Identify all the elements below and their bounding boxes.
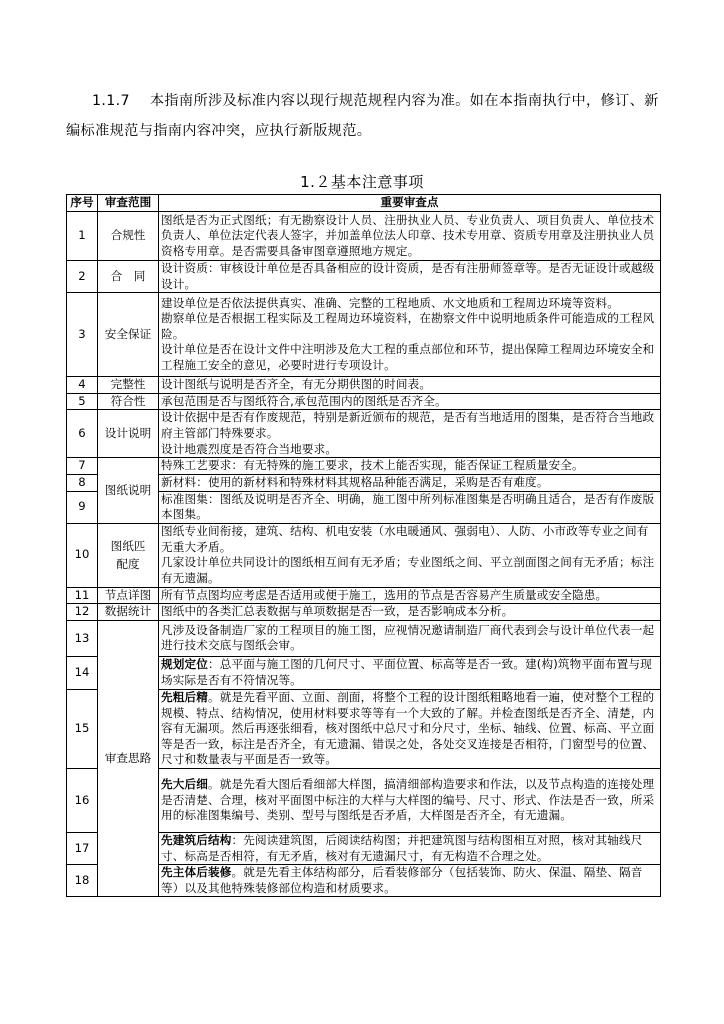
row-scope: 审查思路 [98, 620, 159, 896]
point-text: ：先阅读建筑图，后阅读结构图；并把建筑图与结构图相互对照，核对其轴线尺寸、标高是否相符，有无矛盾，核对有无遗漏尺寸，有无构造不合理之处。 [161, 832, 643, 863]
table-row [67, 377, 661, 394]
table-row [67, 293, 661, 377]
table-row [67, 212, 661, 261]
row-number: 13 [67, 620, 98, 656]
point-lead: 先主体后装修 [161, 865, 232, 880]
row-number: 18 [67, 865, 98, 897]
point-lead: 规划定位 [161, 657, 208, 672]
point-lead: 先粗后精 [161, 689, 208, 704]
row-number: 2 [67, 261, 98, 293]
row-points [159, 689, 661, 768]
row-points: 新材料：使用的新材料和特殊材料其规格品种能否满足，采购是否有难度。 [159, 474, 661, 491]
row-points: 图纸中的各类汇总表数据与单项数据是否一致，是否影响成本分析。 [159, 604, 661, 621]
clause-number: 1.1.7 [92, 93, 130, 109]
row-points: 设计图纸与说明是否齐全，有无分期供图的时间表。 [159, 377, 661, 394]
point-line: 建设单位是否依法提供真实、准确、完整的工程地质、水文地质和工程周边环境等资料。 [161, 295, 620, 310]
row-number: 10 [67, 523, 98, 587]
row-scope: 图纸说明 [98, 458, 159, 523]
table-row [67, 620, 661, 656]
header-scope: 审查范围 [98, 195, 159, 212]
row-number: 7 [67, 458, 98, 475]
row-points [159, 656, 661, 689]
table-row [67, 261, 661, 293]
row-scope: 安全保证 [98, 293, 159, 377]
row-scope: 合 同 [98, 261, 159, 293]
row-points [159, 410, 661, 458]
point-line: 图纸专业间衔接，建筑、结构、机电安装（水电暖通风、强弱电）、人防、小市政等专业之间有无重大矛盾。 [161, 524, 649, 554]
table-row [67, 604, 661, 621]
header-points: 重要审查点 [159, 195, 661, 212]
row-points: 承包范围是否与图纸符合,承包范围内的图纸是否齐全。 [159, 393, 661, 410]
row-scope: 数据统计 [98, 604, 159, 621]
point-line: 设计地震烈度是否符合当地要求。 [161, 441, 338, 456]
row-points [159, 768, 661, 832]
review-table [66, 194, 661, 897]
intro-paragraph [66, 86, 666, 146]
row-number: 8 [67, 474, 98, 491]
row-number: 16 [67, 768, 98, 832]
row-points [159, 293, 661, 377]
row-scope: 合规性 [98, 212, 159, 261]
row-number: 15 [67, 689, 98, 768]
point-text: ：总平面与施工图的几何尺寸、平面位置、标高等是否一致。建(构)筑物平面布置与现场实际是否有不符情况等。 [161, 657, 652, 687]
row-number: 6 [67, 410, 98, 458]
point-line: 设计单位是否在设计文件中注明涉及危大工程的重点部位和环节，提出保障工程周边环境安全和工程施工安全的意见，必要时进行专项设计。 [161, 342, 655, 373]
table-row [67, 587, 661, 604]
point-line: 几家设计单位共同设计的图纸相互间有无矛盾；专业图纸之间、平立剖面图之间有无矛盾；标注有无遗漏。 [161, 555, 655, 585]
row-points: 凡涉及设备制造厂家的工程项目的施工图，应视情况邀请制造厂商代表到会与设计单位代表一起进行技术交底与图纸会审。 [159, 620, 661, 656]
section-title: 1.２基本注意事项 [300, 173, 424, 191]
row-points [159, 832, 661, 864]
point-text: 。就是先看主体结构部分，后看装修部分（包括装饰、防火、保温、隔垫、隔音等）以及其他特殊装修部位构造和材质要求。 [161, 865, 643, 895]
row-points: 设计资质：审核设计单位是否具备相应的设计资质，是否有注册师签章等。是否无证设计或越级设计。 [159, 261, 661, 293]
point-line: 设计依据中是否有作废规范，特别是新近颁布的规范，是否有当地适用的图集，是否符合当地政府主管部门特殊要求。 [161, 410, 655, 441]
point-lead: 先大后细 [161, 777, 208, 792]
row-number: 14 [67, 656, 98, 689]
clause-text: 本指南所涉及标准内容以现行规范规程内容为准。如在本指南执行中，修订、新编标准规范与指南内容冲突，应执行新版规范。 [66, 93, 659, 139]
row-number: 5 [67, 393, 98, 410]
point-lead: 先建筑后结构 [161, 832, 232, 847]
table-row [67, 523, 661, 587]
row-points: 图纸是否为正式图纸；有无勘察设计人员、注册执业人员、专业负责人、项目负责人、单位技术负责人、单位法定代表人签字，并加盖单位法人印章、技术专用章、资质专用章及注册执业人员资格专用章。是否需要具备审图章遵照地方规定。 [159, 212, 661, 261]
row-number: 9 [67, 491, 98, 523]
point-line: 勘察单位是否根据工程实际及工程周边环境资料，在勘察文件中说明地质条件可能造成的工程风险。 [161, 311, 655, 341]
row-number: 3 [67, 293, 98, 377]
row-number: 1 [67, 212, 98, 261]
row-number: 12 [67, 604, 98, 621]
point-text: 。就是先看大图后看细部大样图，搞清细部构造要求和作法，以及节点构造的连接处理是否清楚、合理，核对平面图中标注的大样与大样图的编号、尺寸、形式、作法是否一致，所采用的标准图集编号、类别、型号与图纸是否矛盾，大样图是否齐全，有无遗漏。 [161, 777, 655, 823]
table-row [67, 393, 661, 410]
header-no: 序号 [67, 195, 98, 212]
table-row [67, 458, 661, 475]
row-points [159, 523, 661, 587]
point-text: 。就是先看平面、立面、剖面，将整个工程的设计图纸粗略地看一遍，使对整个工程的规模、特点、结构情况，使用材料要求等等有一个大致的了解。并检查图纸是否齐全、清楚，内容有无漏项。然后再逐张细看，核对图纸中总尺寸和分尺寸，坐标、轴线、位置、标高、平立面等是否一致，标注是否齐全，有无遗漏、错误之处，各处交叉连接是否相符，门窗型号的位置、尺寸和数量表与平面是否一致等。 [161, 689, 655, 767]
row-scope: 设计说明 [98, 410, 159, 458]
row-points [159, 865, 661, 897]
row-scope: 节点详图 [98, 587, 159, 604]
row-points: 所有节点图均应考虑是否适用或便于施工，选用的节点是否容易产生质量或安全隐患。 [159, 587, 661, 604]
table-header-row [67, 195, 661, 212]
table-row [67, 410, 661, 458]
row-points: 标准图集：图纸及说明是否齐全、明确，施工图中所列标准图集是否明确且适合，是否有作废版本图集。 [159, 491, 661, 523]
row-points: 特殊工艺要求：有无特殊的施工要求，技术上能否实现，能否保证工程质量安全。 [159, 458, 661, 475]
row-number: 11 [67, 587, 98, 604]
row-number: 17 [67, 832, 98, 864]
row-scope: 图纸匹配度 [98, 523, 159, 587]
row-scope: 完整性 [98, 377, 159, 394]
row-scope: 符合性 [98, 393, 159, 410]
row-number: 4 [67, 377, 98, 394]
